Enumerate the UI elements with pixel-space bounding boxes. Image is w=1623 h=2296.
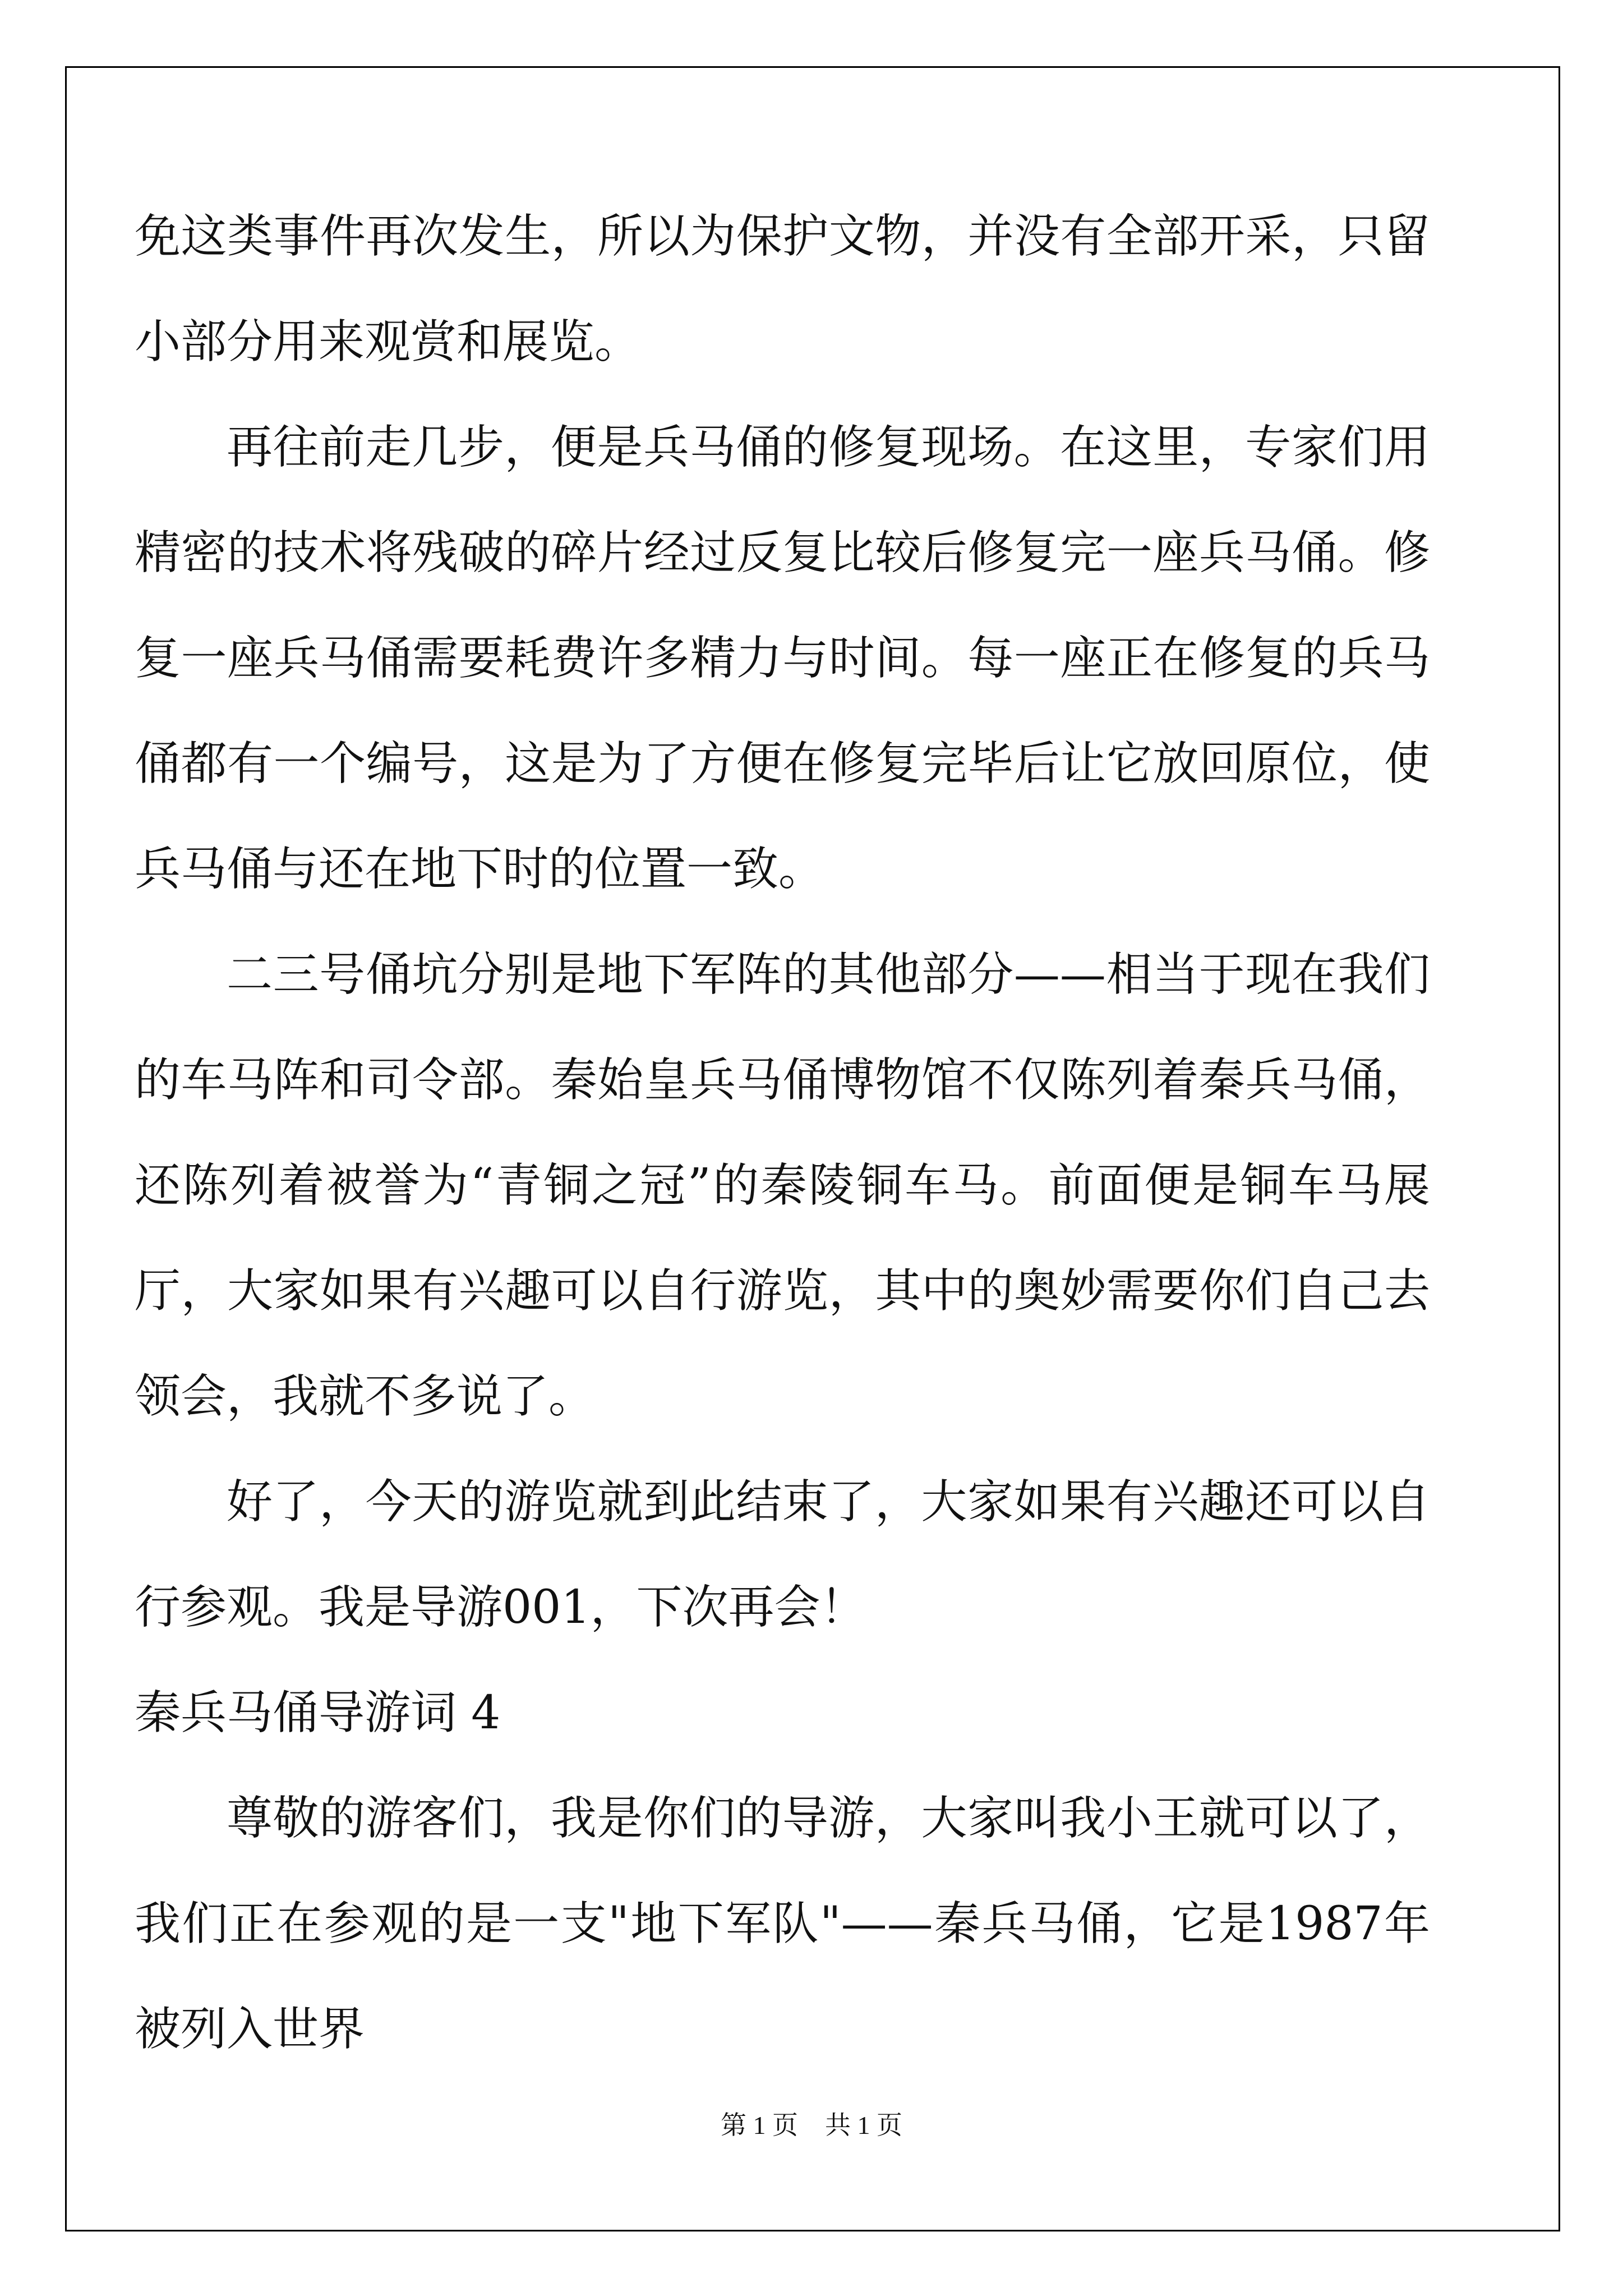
paragraph-section-four-intro: 尊敬的游客们，我是你们的导游，大家叫我小王就可以了，我们正在参观的是一支"地下军队"——秦兵马俑，它是1987年被列入世界 [135,1792,1430,2056]
page-total: 共 1 页 [825,2111,902,2139]
paragraph-continuation: 免这类事件再次发生，所以为保护文物，并没有全部开采，只留小部分用来观赏和展览。 [135,210,1430,369]
section-title: 秦兵马俑导游词 4 [135,1686,501,1740]
paragraph-closing: 好了，今天的游览就到此结束了，大家如果有兴趣还可以自行参观。我是导游001，下次再会！ [135,1475,1430,1634]
paragraph-restoration-site: 再往前走几步，便是兵马俑的修复现场。在这里，专家们用精密的技术将残破的碎片经过反复比较后修复完一座兵马俑。修复一座兵马俑需要耗费许多精力与时间。每一座正在修复的兵马俑都有一个编号，这是为了方便在修复完毕后让它放回原位，使兵马俑与还在地下时的位置一致。 [135,421,1430,896]
paragraph-pits-two-three: 二三号俑坑分别是地下军阵的其他部分——相当于现在我们的车马阵和司令部。秦始皇兵马俑博物馆不仅陈列着秦兵马俑，还陈列着被誉为“青铜之冠”的秦陵铜车马。前面便是铜车马展厅，大家如果有兴趣可以自行游览，其中的奥妙需要你们自己去领会，我就不多说了。 [135,948,1430,1423]
page-number: 第 1 页 [721,2111,798,2139]
document-body [135,184,1430,2082]
page-footer [0,2105,1623,2142]
